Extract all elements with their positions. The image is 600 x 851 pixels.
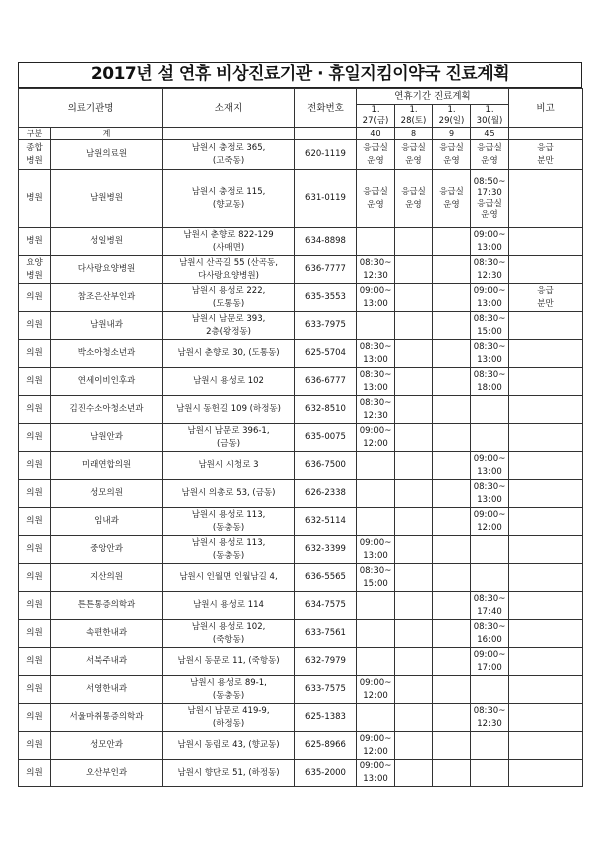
table-row (19, 452, 583, 480)
day-4-hours: 08:30~ 16:00 (471, 620, 509, 648)
day-2-hours (395, 340, 433, 368)
table-row (19, 170, 583, 228)
day-4-hours (471, 676, 509, 704)
day-3-hours: 응급실 운영 (433, 140, 471, 170)
day-1-hours: 09:00~ 12:00 (357, 424, 395, 452)
day-1-hours (357, 592, 395, 620)
day-2-hours (395, 396, 433, 424)
type-cell: 의원 (19, 284, 51, 312)
phone-cell: 632-5114 (295, 508, 357, 536)
count-day-4: 45 (471, 128, 509, 140)
day-1-hours: 08:30~ 12:30 (357, 396, 395, 424)
address-cell: 남원시 용성로 114 (163, 592, 295, 620)
phone-cell: 633-7975 (295, 312, 357, 340)
phone-cell: 633-7575 (295, 676, 357, 704)
day-1-hours: 09:00~ 12:00 (357, 676, 395, 704)
count-day-3: 9 (433, 128, 471, 140)
table-row (19, 140, 583, 170)
header-day-4: 1. 30(월) (471, 105, 509, 128)
address-cell: 남원시 남문로 396-1, (금동) (163, 424, 295, 452)
day-4-hours: 08:30~ 17:40 (471, 592, 509, 620)
address-cell: 남원시 남문로 419-9, (하정동) (163, 704, 295, 732)
type-cell: 의원 (19, 732, 51, 760)
institution-name: 남원병원 (51, 170, 163, 228)
day-1-hours (357, 620, 395, 648)
address-cell: 남원시 춘향로 30, (도통동) (163, 340, 295, 368)
day-2-hours (395, 536, 433, 564)
day-2-hours (395, 732, 433, 760)
day-1-hours: 09:00~ 13:00 (357, 536, 395, 564)
day-3-hours (433, 424, 471, 452)
table-row (19, 648, 583, 676)
phone-cell: 625-1383 (295, 704, 357, 732)
count-day-1: 40 (357, 128, 395, 140)
institution-name: 튼튼통증의학과 (51, 592, 163, 620)
page-title: 2017년 설 연휴 비상진료기관 · 휴일지킴이약국 진료계획 (18, 62, 582, 88)
address-cell: 남원시 용성로 89-1, (동충동) (163, 676, 295, 704)
type-cell: 병원 (19, 228, 51, 256)
day-1-hours: 09:00~ 12:00 (357, 732, 395, 760)
table-row (19, 480, 583, 508)
address-cell: 남원시 시청로 3 (163, 452, 295, 480)
phone-cell: 634-7575 (295, 592, 357, 620)
type-cell: 의원 (19, 592, 51, 620)
header-period: 연휴기간 진료계획 (357, 89, 509, 105)
address-cell: 남원시 용성로 102 (163, 368, 295, 396)
day-3-hours: 응급실 운영 (433, 170, 471, 228)
day-2-hours (395, 508, 433, 536)
phone-cell: 632-8510 (295, 396, 357, 424)
address-cell: 남원시 인월면 인월남길 4, (163, 564, 295, 592)
type-cell: 의원 (19, 508, 51, 536)
type-cell: 의원 (19, 480, 51, 508)
table-row (19, 284, 583, 312)
address-cell: 남원시 산곡길 55 (산곡동, 다사랑요양병원) (163, 256, 295, 284)
day-2-hours (395, 424, 433, 452)
institution-name: 서북주내과 (51, 648, 163, 676)
schedule-table (18, 88, 583, 787)
day-4-hours (471, 564, 509, 592)
table-row (19, 592, 583, 620)
institution-name: 미래연합의원 (51, 452, 163, 480)
day-4-hours (471, 760, 509, 787)
remarks-cell (509, 536, 583, 564)
day-1-hours: 응급실 운영 (357, 170, 395, 228)
day-2-hours: 응급실 운영 (395, 170, 433, 228)
day-2-hours (395, 256, 433, 284)
table-body (19, 140, 583, 787)
phone-cell: 625-5704 (295, 340, 357, 368)
remarks-cell: 응급 분만 (509, 284, 583, 312)
count-empty (509, 128, 583, 140)
address-cell: 남원시 동문로 11, (죽항동) (163, 648, 295, 676)
institution-name: 박소아청소년과 (51, 340, 163, 368)
header-day-1: 1. 27(금) (357, 105, 395, 128)
phone-cell: 635-0075 (295, 424, 357, 452)
day-4-hours: 08:50~ 17:30 응급실 운영 (471, 170, 509, 228)
day-2-hours (395, 760, 433, 787)
phone-cell: 632-7979 (295, 648, 357, 676)
address-cell: 남원시 용성로 113, (동충동) (163, 536, 295, 564)
table-row (19, 704, 583, 732)
day-4-hours: 08:30~ 15:00 (471, 312, 509, 340)
type-cell: 의원 (19, 760, 51, 787)
institution-name: 참조은산부인과 (51, 284, 163, 312)
day-3-hours (433, 452, 471, 480)
type-cell: 병원 (19, 170, 51, 228)
day-4-hours: 08:30~ 13:00 (471, 480, 509, 508)
day-3-hours (433, 564, 471, 592)
type-cell: 의원 (19, 564, 51, 592)
day-3-hours (433, 536, 471, 564)
day-1-hours: 응급실 운영 (357, 140, 395, 170)
institution-name: 지산의원 (51, 564, 163, 592)
count-day-2: 8 (395, 128, 433, 140)
day-3-hours (433, 312, 471, 340)
day-2-hours (395, 620, 433, 648)
address-cell: 남원시 의총로 53, (금동) (163, 480, 295, 508)
day-2-hours (395, 452, 433, 480)
day-4-hours: 08:30~ 12:30 (471, 256, 509, 284)
remarks-cell (509, 480, 583, 508)
phone-cell: 620-1119 (295, 140, 357, 170)
remarks-cell (509, 452, 583, 480)
remarks-cell (509, 592, 583, 620)
day-2-hours (395, 592, 433, 620)
count-total-label: 계 (51, 128, 163, 140)
table-row (19, 508, 583, 536)
type-cell: 의원 (19, 704, 51, 732)
institution-name: 오산부인과 (51, 760, 163, 787)
day-3-hours (433, 508, 471, 536)
day-2-hours (395, 284, 433, 312)
remarks-cell (509, 340, 583, 368)
address-cell: 남원시 용성로 222, (도통동) (163, 284, 295, 312)
institution-name: 김진수소아청소년과 (51, 396, 163, 424)
day-1-hours (357, 452, 395, 480)
remarks-cell (509, 620, 583, 648)
day-1-hours (357, 312, 395, 340)
remarks-cell (509, 564, 583, 592)
institution-name: 성일병원 (51, 228, 163, 256)
institution-name: 성모의원 (51, 480, 163, 508)
remarks-cell (509, 676, 583, 704)
count-empty (163, 128, 295, 140)
day-1-hours: 09:00~ 13:00 (357, 284, 395, 312)
type-cell: 의원 (19, 648, 51, 676)
day-2-hours (395, 480, 433, 508)
day-4-hours: 08:30~ 18:00 (471, 368, 509, 396)
remarks-cell (509, 648, 583, 676)
table-row (19, 536, 583, 564)
remarks-cell (509, 312, 583, 340)
day-3-hours (433, 256, 471, 284)
table-row (19, 228, 583, 256)
address-cell: 남원시 충정로 115, (향교동) (163, 170, 295, 228)
phone-cell: 636-6777 (295, 368, 357, 396)
day-2-hours (395, 312, 433, 340)
count-type-label: 구분 (19, 128, 51, 140)
day-3-hours (433, 396, 471, 424)
table-row (19, 620, 583, 648)
phone-cell: 631-0119 (295, 170, 357, 228)
header-phone: 전화번호 (295, 89, 357, 128)
table-row (19, 760, 583, 787)
remarks-cell (509, 256, 583, 284)
day-2-hours (395, 368, 433, 396)
day-3-hours (433, 480, 471, 508)
table-row (19, 676, 583, 704)
address-cell: 남원시 용성로 113, (동충동) (163, 508, 295, 536)
type-cell: 종합 병원 (19, 140, 51, 170)
day-4-hours: 09:00~ 17:00 (471, 648, 509, 676)
phone-cell: 632-3399 (295, 536, 357, 564)
day-2-hours (395, 704, 433, 732)
day-2-hours (395, 228, 433, 256)
day-2-hours (395, 564, 433, 592)
table-row (19, 312, 583, 340)
day-1-hours (357, 480, 395, 508)
type-cell: 요양 병원 (19, 256, 51, 284)
day-1-hours (357, 228, 395, 256)
table-row (19, 340, 583, 368)
type-cell: 의원 (19, 340, 51, 368)
remarks-cell (509, 704, 583, 732)
address-cell: 남원시 남문로 393, 2층(왕정동) (163, 312, 295, 340)
day-1-hours: 08:30~ 13:00 (357, 340, 395, 368)
day-4-hours: 09:00~ 13:00 (471, 452, 509, 480)
type-cell: 의원 (19, 620, 51, 648)
count-empty (295, 128, 357, 140)
header-day-3: 1. 29(일) (433, 105, 471, 128)
remarks-cell (509, 424, 583, 452)
day-1-hours (357, 648, 395, 676)
address-cell: 남원시 충정로 365, (고죽동) (163, 140, 295, 170)
day-3-hours (433, 760, 471, 787)
header-day-2: 1. 28(토) (395, 105, 433, 128)
remarks-cell (509, 368, 583, 396)
day-3-hours (433, 284, 471, 312)
day-1-hours: 08:30~ 15:00 (357, 564, 395, 592)
header-institution: 의료기관명 (19, 89, 163, 128)
type-cell: 의원 (19, 536, 51, 564)
institution-name: 성모안과 (51, 732, 163, 760)
day-1-hours (357, 508, 395, 536)
phone-cell: 636-5565 (295, 564, 357, 592)
day-1-hours: 08:30~ 13:00 (357, 368, 395, 396)
day-3-hours (433, 704, 471, 732)
remarks-cell: 응급 분만 (509, 140, 583, 170)
day-3-hours (433, 732, 471, 760)
day-2-hours (395, 676, 433, 704)
institution-name: 속편한내과 (51, 620, 163, 648)
remarks-cell (509, 228, 583, 256)
day-3-hours (433, 368, 471, 396)
type-cell: 의원 (19, 676, 51, 704)
day-1-hours: 08:30~ 12:30 (357, 256, 395, 284)
type-cell: 의원 (19, 312, 51, 340)
header-address: 소재지 (163, 89, 295, 128)
phone-cell: 635-2000 (295, 760, 357, 787)
institution-name: 서영한내과 (51, 676, 163, 704)
type-cell: 의원 (19, 452, 51, 480)
header-remarks: 비고 (509, 89, 583, 128)
day-2-hours (395, 648, 433, 676)
table-row (19, 368, 583, 396)
institution-name: 임내과 (51, 508, 163, 536)
day-4-hours (471, 396, 509, 424)
table-row (19, 732, 583, 760)
phone-cell: 625-8966 (295, 732, 357, 760)
type-cell: 의원 (19, 424, 51, 452)
day-4-hours (471, 536, 509, 564)
day-3-hours (433, 592, 471, 620)
day-3-hours (433, 228, 471, 256)
day-3-hours (433, 340, 471, 368)
institution-name: 중앙안과 (51, 536, 163, 564)
day-4-hours: 09:00~ 13:00 (471, 228, 509, 256)
day-1-hours: 09:00~ 13:00 (357, 760, 395, 787)
phone-cell: 634-8898 (295, 228, 357, 256)
day-2-hours: 응급실 운영 (395, 140, 433, 170)
phone-cell: 626-2338 (295, 480, 357, 508)
phone-cell: 633-7561 (295, 620, 357, 648)
remarks-cell (509, 760, 583, 787)
day-4-hours: 08:30~ 12:30 (471, 704, 509, 732)
day-3-hours (433, 620, 471, 648)
phone-cell: 635-3553 (295, 284, 357, 312)
day-4-hours: 09:00~ 13:00 (471, 284, 509, 312)
table-row (19, 564, 583, 592)
address-cell: 남원시 용성로 102, (죽항동) (163, 620, 295, 648)
phone-cell: 636-7500 (295, 452, 357, 480)
institution-name: 남원내과 (51, 312, 163, 340)
remarks-cell (509, 170, 583, 228)
type-cell: 의원 (19, 368, 51, 396)
institution-name: 남원안과 (51, 424, 163, 452)
institution-name: 다사랑요양병원 (51, 256, 163, 284)
day-3-hours (433, 676, 471, 704)
day-4-hours (471, 424, 509, 452)
phone-cell: 636-7777 (295, 256, 357, 284)
institution-name: 서울마취통증의학과 (51, 704, 163, 732)
institution-name: 연세이비인후과 (51, 368, 163, 396)
day-4-hours: 응급실 운영 (471, 140, 509, 170)
remarks-cell (509, 508, 583, 536)
address-cell: 남원시 춘향로 822-129 (사매면) (163, 228, 295, 256)
type-cell: 의원 (19, 396, 51, 424)
day-4-hours: 08:30~ 13:00 (471, 340, 509, 368)
address-cell: 남원시 동헌길 109 (하정동) (163, 396, 295, 424)
institution-name: 남원의료원 (51, 140, 163, 170)
address-cell: 남원시 향단로 51, (하정동) (163, 760, 295, 787)
day-1-hours (357, 704, 395, 732)
remarks-cell (509, 396, 583, 424)
address-cell: 남원시 동림로 43, (향교동) (163, 732, 295, 760)
table-row (19, 256, 583, 284)
table-row (19, 396, 583, 424)
remarks-cell (509, 732, 583, 760)
day-3-hours (433, 648, 471, 676)
day-4-hours: 09:00~ 12:00 (471, 508, 509, 536)
table-row (19, 424, 583, 452)
day-4-hours (471, 732, 509, 760)
